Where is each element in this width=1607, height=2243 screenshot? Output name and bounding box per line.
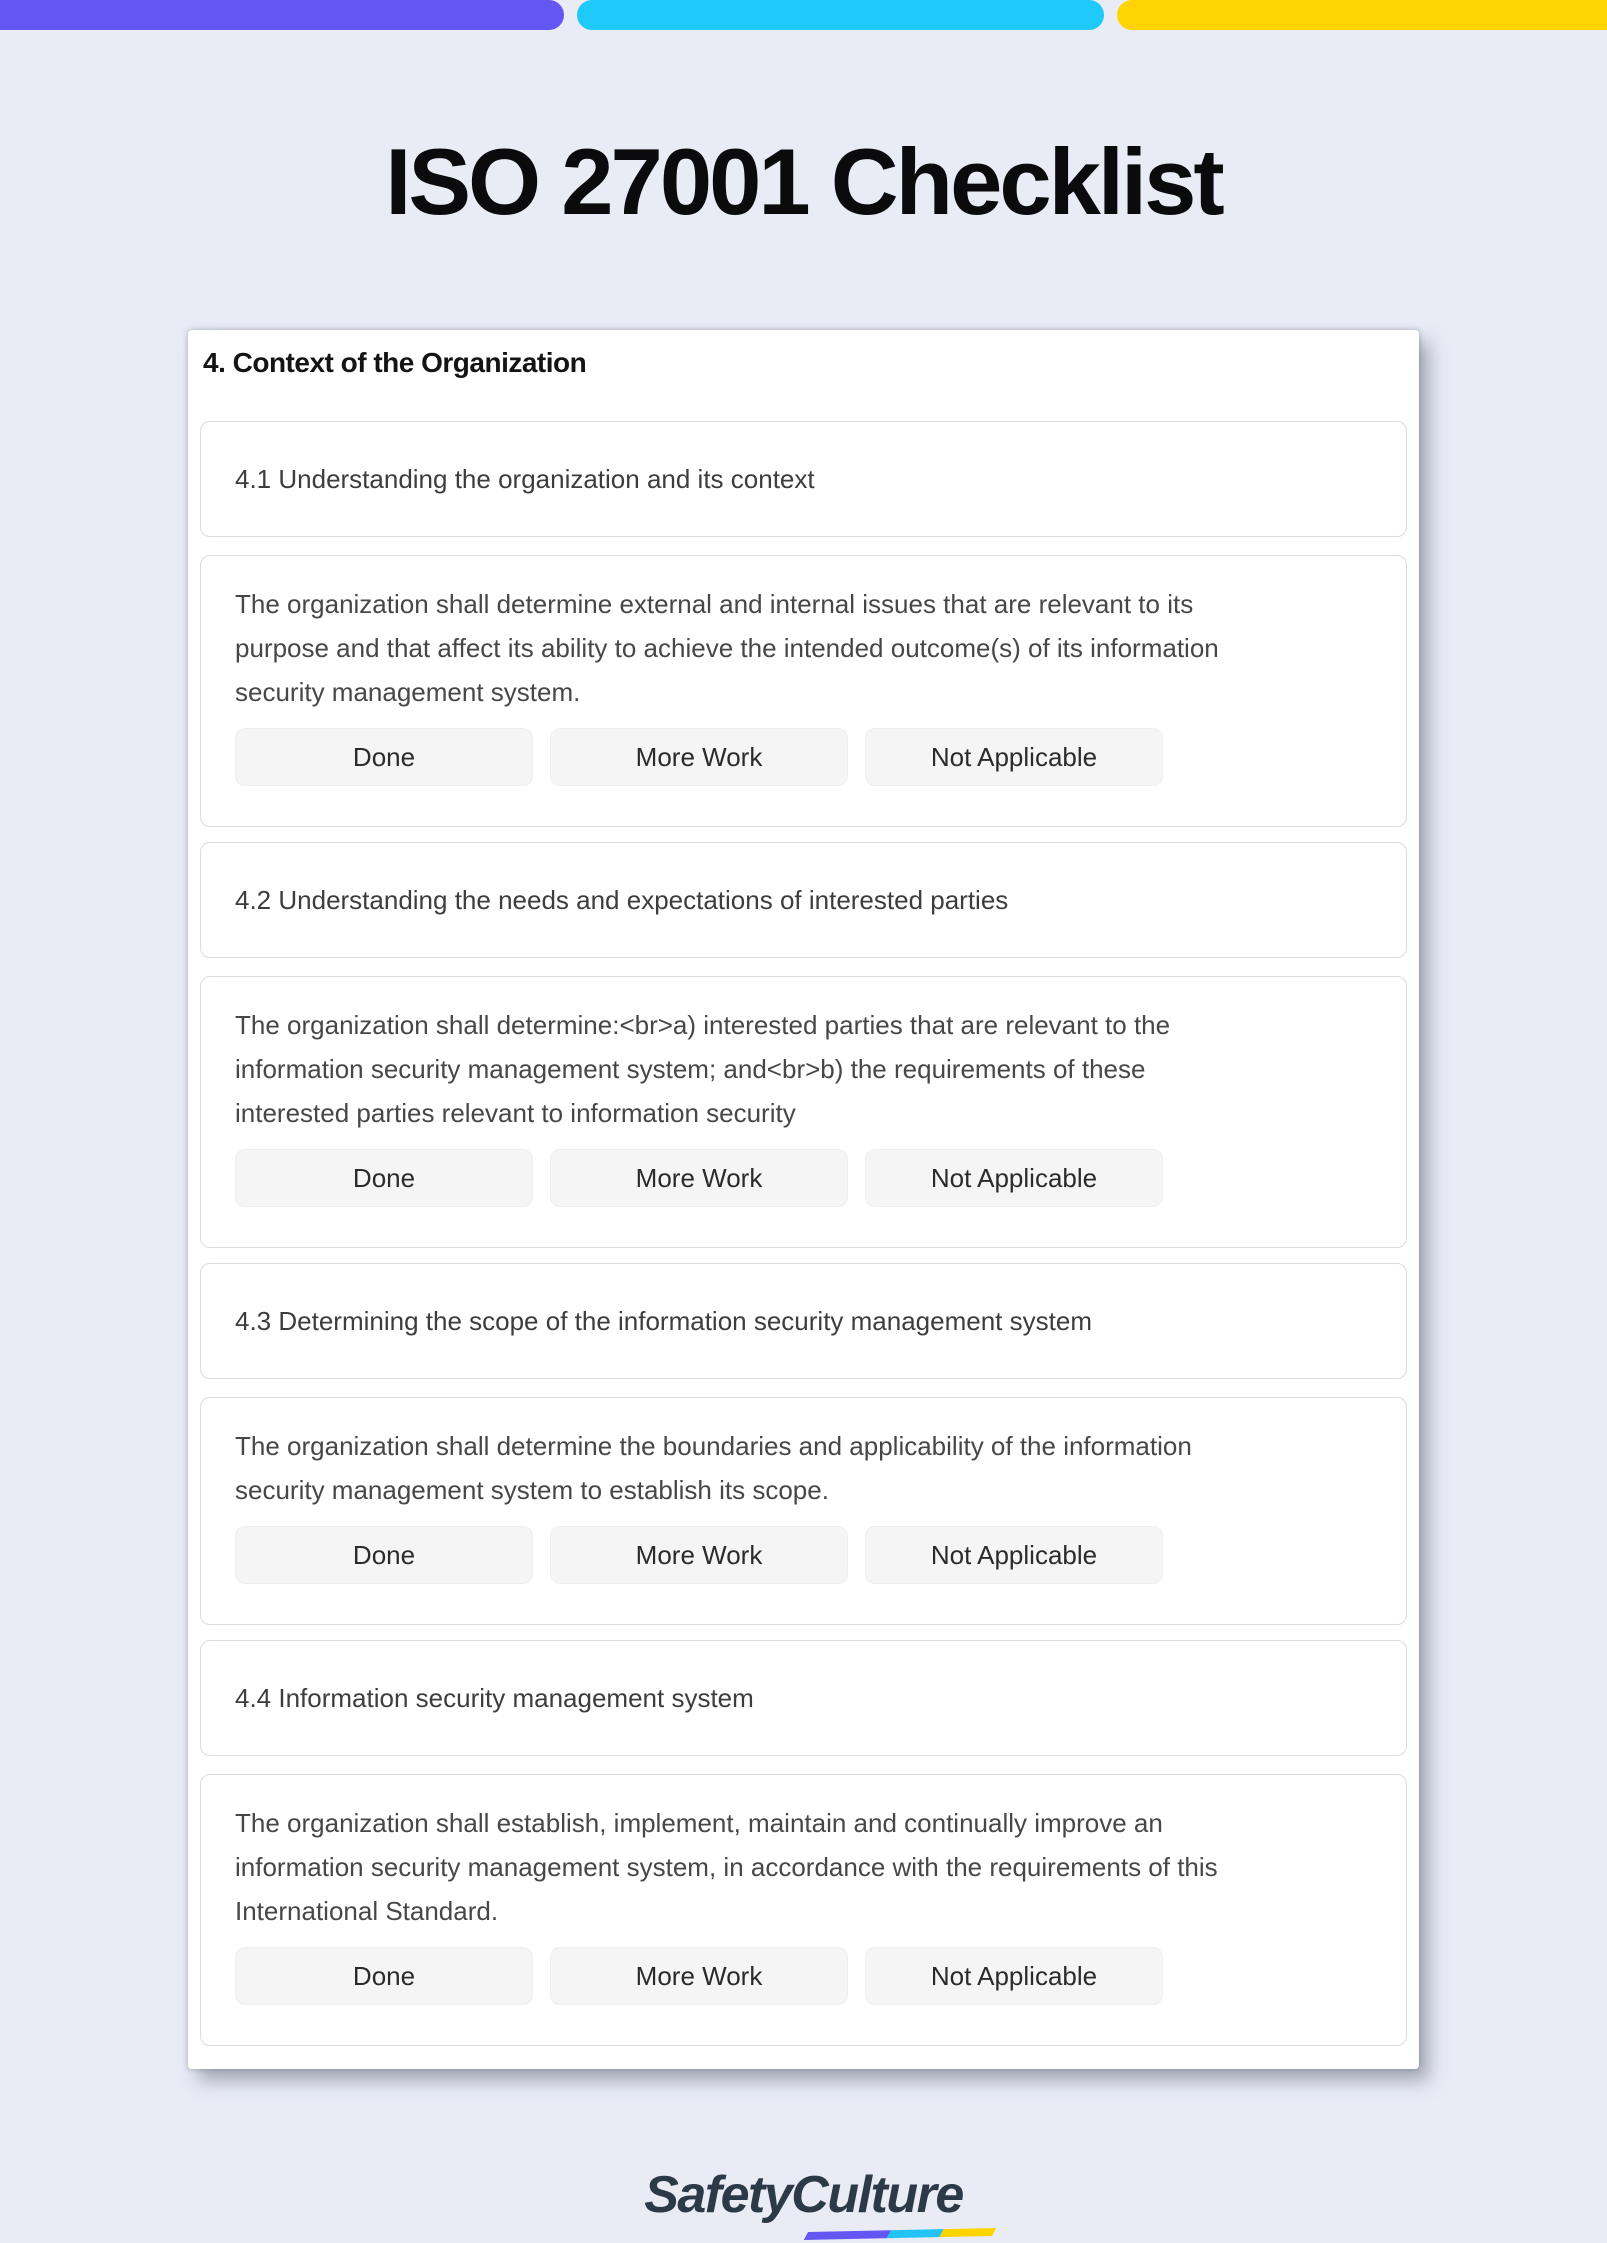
- item-title: 4.1 Understanding the organization and its context: [235, 463, 815, 494]
- item-title: 4.2 Understanding the needs and expectations of interested parties: [235, 884, 1009, 915]
- safetyculture-logo: [644, 2165, 963, 2225]
- done-button[interactable]: Done: [235, 1526, 533, 1584]
- not-applicable-button[interactable]: Not Applicable: [865, 1526, 1163, 1584]
- item-title-card: [200, 421, 1407, 537]
- item-description: The organization shall determine:<br>a) interested parties that are relevant to the information security management system; and<br>b) the requirements of these interested parties relevant to information security: [235, 1010, 1171, 1128]
- logo-underline-accent: [804, 2228, 997, 2240]
- item-title-card: [200, 1263, 1407, 1379]
- item-title: 4.3 Determining the scope of the information security management system: [235, 1305, 1092, 1336]
- item-title-card: [200, 1640, 1407, 1756]
- more-work-button[interactable]: More Work: [550, 1947, 848, 2005]
- top-accent-bar: [0, 0, 1607, 30]
- checklist-items: [200, 421, 1407, 2046]
- item-description-card: [200, 1774, 1407, 2046]
- item-description: The organization shall establish, implement, maintain and continually improve an information security management system, in accordance with the requirements of this International Standard.: [235, 1808, 1218, 1926]
- item-description: The organization shall determine the boundaries and applicability of the information security management system to establish its scope.: [235, 1431, 1192, 1505]
- more-work-button[interactable]: More Work: [550, 728, 848, 786]
- section-title: 4. Context of the Organization: [203, 347, 587, 378]
- more-work-button[interactable]: More Work: [550, 1149, 848, 1207]
- item-title-card: [200, 842, 1407, 958]
- answer-options-row: [235, 1149, 1370, 1207]
- done-button[interactable]: Done: [235, 1947, 533, 2005]
- not-applicable-button[interactable]: Not Applicable: [865, 1149, 1163, 1207]
- item-description-card: [200, 976, 1407, 1248]
- not-applicable-button[interactable]: Not Applicable: [865, 728, 1163, 786]
- answer-options-row: [235, 728, 1370, 786]
- logo-text: SafetyCulture: [644, 2166, 963, 2224]
- more-work-button[interactable]: More Work: [550, 1526, 848, 1584]
- done-button[interactable]: Done: [235, 728, 533, 786]
- checklist-item: [200, 1263, 1407, 1625]
- checklist-item: [200, 1640, 1407, 2046]
- checklist-item: [200, 421, 1407, 827]
- not-applicable-button[interactable]: Not Applicable: [865, 1947, 1163, 2005]
- done-button[interactable]: Done: [235, 1149, 533, 1207]
- answer-options-row: [235, 1526, 1370, 1584]
- checklist-card: [188, 330, 1419, 2069]
- item-description: The organization shall determine external and internal issues that are relevant to its purpose and that affect its ability to achieve the intended outcome(s) of its information security management system.: [235, 589, 1219, 707]
- answer-options-row: [235, 1947, 1370, 2005]
- item-title: 4.4 Information security management system: [235, 1682, 754, 1713]
- top-bar-yellow-segment: [1117, 0, 1607, 30]
- top-bar-cyan-segment: [577, 0, 1104, 30]
- checklist-item: [200, 842, 1407, 1248]
- page-title: ISO 27001 Checklist: [385, 129, 1222, 234]
- item-description-card: [200, 555, 1407, 827]
- page-footer: [0, 2165, 1607, 2225]
- top-bar-purple-segment: [0, 0, 564, 30]
- item-description-card: [200, 1397, 1407, 1625]
